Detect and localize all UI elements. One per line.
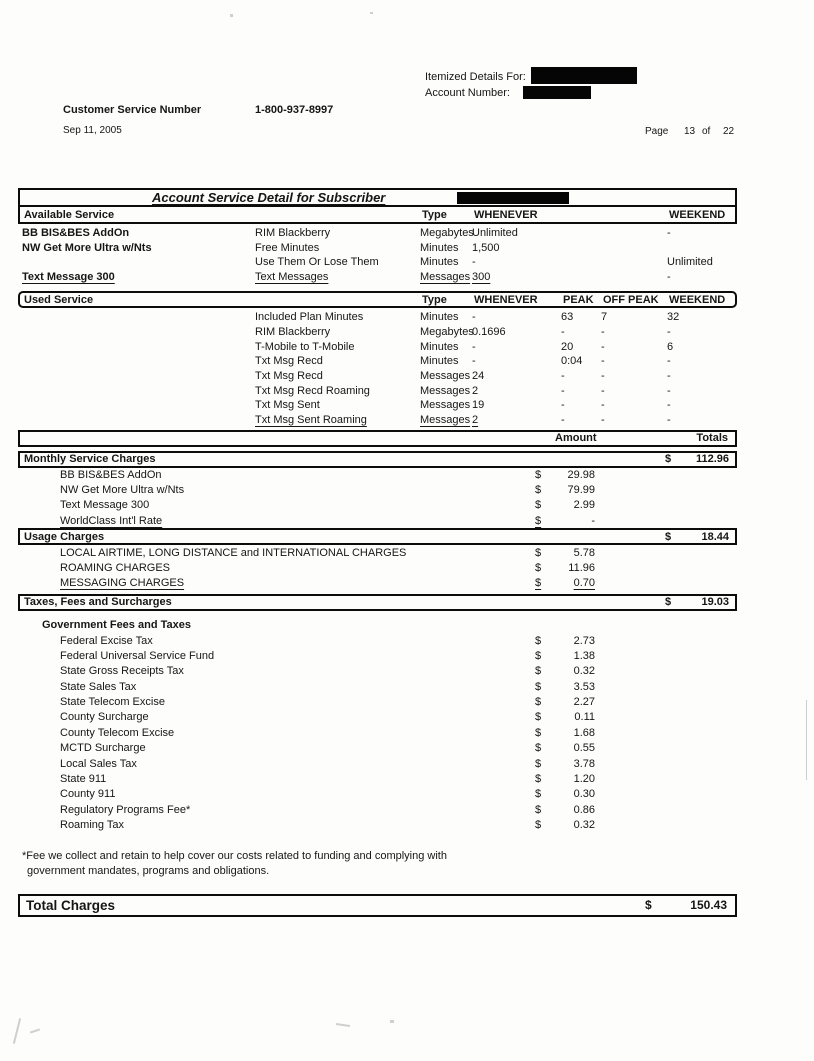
- currency-symbol: $: [535, 788, 542, 801]
- usage-type: Messages: [420, 384, 471, 397]
- usage-peak: -: [561, 414, 565, 427]
- usage-type: Megabytes: [420, 326, 474, 339]
- amount-totals-header-row: [18, 430, 737, 447]
- used-service-header: Used Service: [24, 293, 94, 306]
- usage-type: Minutes: [420, 340, 459, 353]
- tax-label: County 911: [60, 788, 116, 801]
- whenever-column-header: WHENEVER: [474, 208, 538, 221]
- charge-label: Text Message 300: [60, 499, 150, 512]
- usage-offpeak: -: [601, 414, 605, 427]
- currency-symbol: $: [535, 711, 542, 724]
- usage-weekend: 32: [667, 311, 680, 324]
- monthly-service-items: [18, 468, 737, 529]
- scan-artifact: [13, 1018, 21, 1044]
- usage-whenever: -: [472, 355, 476, 368]
- usage-weekend: -: [667, 399, 671, 412]
- usage-charge-items: [18, 545, 737, 591]
- tax-label: Roaming Tax: [60, 819, 124, 832]
- tax-label: MCTD Surcharge: [60, 742, 146, 755]
- tax-items: [18, 633, 737, 833]
- usage-peak: -: [561, 326, 565, 339]
- usage-type: Messages: [420, 414, 471, 427]
- charge-item-row: [18, 513, 737, 528]
- tax-item-row: [18, 648, 737, 663]
- usage-offpeak: -: [601, 355, 605, 368]
- tax-item-row: [18, 725, 737, 740]
- service-whenever: -: [472, 256, 476, 269]
- charge-label: LOCAL AIRTIME, LONG DISTANCE and INTERNATIONAL CHARGES: [60, 546, 407, 559]
- available-row: [18, 255, 737, 270]
- charge-item-row: [18, 468, 737, 483]
- amount-column-header: Amount: [555, 432, 597, 444]
- charge-amount: 29.98: [567, 469, 595, 482]
- currency-symbol: $: [665, 453, 672, 465]
- total-charges-row: [18, 894, 737, 917]
- redaction-box-subscriber: [457, 192, 569, 204]
- tax-amount: 2.73: [573, 634, 595, 647]
- available-row: [18, 241, 737, 256]
- charge-amount: -: [591, 514, 595, 527]
- usage-description: Included Plan Minutes: [255, 311, 364, 324]
- service-type: Megabytes: [420, 227, 474, 240]
- usage-whenever: 19: [472, 399, 485, 412]
- tax-label: State Telecom Excise: [60, 696, 165, 709]
- currency-symbol: $: [535, 819, 542, 832]
- tax-amount: 1.38: [573, 649, 595, 662]
- usage-charges-header: [18, 528, 737, 545]
- government-fees-subheader: Government Fees and Taxes: [42, 618, 191, 631]
- tax-amount: 1.20: [573, 773, 595, 786]
- service-whenever: Unlimited: [472, 227, 518, 240]
- usage-weekend: -: [667, 414, 671, 427]
- page-current: 13: [684, 126, 696, 137]
- available-row: [18, 270, 737, 285]
- tax-item-row: [18, 679, 737, 694]
- scan-artifact: [30, 1029, 40, 1034]
- footnote: [18, 849, 737, 879]
- tax-label: State Gross Receipts Tax: [60, 665, 184, 678]
- tax-label: State 911: [60, 773, 107, 786]
- used-row: [18, 354, 737, 369]
- currency-symbol: $: [535, 665, 542, 678]
- scan-artifact: [806, 700, 807, 780]
- weekend-column-header: WEEKEND: [669, 208, 726, 221]
- section-title: Usage Charges: [24, 530, 105, 543]
- usage-offpeak: -: [601, 384, 605, 397]
- available-service-header: Available Service: [24, 208, 115, 221]
- section-title: Taxes, Fees and Surcharges: [24, 596, 172, 609]
- charge-amount: 79.99: [567, 484, 595, 497]
- tax-item-row: [18, 633, 737, 648]
- service-type: Minutes: [420, 241, 459, 254]
- usage-type: Minutes: [420, 355, 459, 368]
- charge-item-row: [18, 560, 737, 575]
- footnote-line-2: government mandates, programs and obligations.: [27, 864, 270, 877]
- table-title-row: [18, 188, 737, 207]
- available-row: [18, 226, 737, 241]
- used-row: [18, 369, 737, 384]
- currency-symbol: $: [535, 773, 542, 786]
- currency-symbol: $: [535, 696, 542, 709]
- tax-label: Regulatory Programs Fee*: [60, 803, 191, 816]
- type-column-header: Type: [422, 208, 447, 221]
- scan-artifact: [390, 1020, 394, 1023]
- charge-item-row: [18, 576, 737, 591]
- tax-item-row: [18, 818, 737, 833]
- tax-item-row: [18, 771, 737, 786]
- usage-type: Messages: [420, 399, 471, 412]
- service-whenever: 1,500: [472, 241, 500, 254]
- total-charges-label: Total Charges: [26, 897, 116, 913]
- currency-symbol: $: [535, 469, 542, 482]
- weekend-column-header: WEEKEND: [669, 293, 726, 306]
- account-service-detail-table: [18, 188, 737, 917]
- usage-weekend: -: [667, 370, 671, 383]
- currency-symbol: $: [665, 596, 672, 609]
- redaction-box-account: [523, 86, 591, 99]
- currency-symbol: $: [535, 499, 542, 512]
- service-type: Minutes: [420, 256, 459, 269]
- usage-description: Txt Msg Recd: [255, 355, 323, 368]
- available-service-header-row: [18, 207, 737, 224]
- tax-amount: 0.32: [573, 665, 595, 678]
- usage-offpeak: -: [601, 340, 605, 353]
- tax-label: State Sales Tax: [60, 680, 137, 693]
- tax-item-row: [18, 710, 737, 725]
- scan-artifact: [230, 14, 233, 17]
- tax-label: Federal Excise Tax: [60, 634, 153, 647]
- currency-symbol: $: [535, 757, 542, 770]
- used-row: [18, 398, 737, 413]
- used-row: [18, 325, 737, 340]
- whenever-column-header: WHENEVER: [474, 293, 538, 306]
- usage-weekend: -: [667, 355, 671, 368]
- tax-amount: 3.78: [573, 757, 595, 770]
- usage-description: Txt Msg Recd: [255, 370, 323, 383]
- footnote-line-1: *Fee we collect and retain to help cover our costs related to funding and complying with: [22, 849, 447, 862]
- usage-weekend: -: [667, 326, 671, 339]
- currency-symbol: $: [535, 634, 542, 647]
- available-service-rows: [18, 224, 737, 287]
- total-charges-amount: 150.43: [690, 898, 727, 913]
- tax-label: County Telecom Excise: [60, 726, 175, 739]
- currency-symbol: $: [645, 898, 652, 913]
- totals-column-header: Totals: [696, 432, 728, 444]
- usage-peak: -: [561, 370, 565, 383]
- currency-symbol: $: [535, 803, 542, 816]
- currency-symbol: $: [535, 577, 542, 590]
- tax-item-row: [18, 756, 737, 771]
- redaction-box-itemized: [531, 67, 637, 84]
- usage-whenever: -: [472, 340, 476, 353]
- tax-amount: 0.55: [573, 742, 595, 755]
- charge-label: ROAMING CHARGES: [60, 562, 171, 575]
- usage-peak: 20: [561, 340, 574, 353]
- charge-amount: 11.96: [568, 562, 595, 575]
- usage-whenever: 0.1696: [472, 326, 506, 339]
- tax-amount: 3.53: [573, 680, 595, 693]
- service-description: Use Them Or Lose Them: [255, 256, 379, 269]
- section-total: 112.96: [695, 453, 729, 465]
- used-row: [18, 339, 737, 354]
- account-number-label: Account Number:: [425, 87, 510, 99]
- section-total: 19.03: [701, 596, 729, 609]
- tax-item-row: [18, 694, 737, 709]
- charge-label: BB BIS&BES AddOn: [60, 469, 162, 482]
- charge-item-row: [18, 483, 737, 498]
- charge-label: WorldClass Int'l Rate: [60, 514, 163, 527]
- charge-amount: 5.78: [573, 546, 595, 559]
- currency-symbol: $: [535, 742, 542, 755]
- statement-date: Sep 11, 2005: [63, 125, 122, 136]
- type-column-header: Type: [422, 293, 447, 306]
- currency-symbol: $: [535, 726, 542, 739]
- tax-item-row: [18, 664, 737, 679]
- service-name: Text Message 300: [22, 270, 115, 283]
- scan-artifact: [336, 1023, 350, 1027]
- usage-offpeak: -: [601, 370, 605, 383]
- service-name: BB BIS&BES AddOn: [22, 227, 130, 240]
- service-weekend: -: [667, 227, 671, 240]
- usage-type: Messages: [420, 370, 471, 383]
- usage-weekend: -: [667, 384, 671, 397]
- service-weekend: Unlimited: [667, 256, 713, 269]
- usage-whenever: 24: [472, 370, 485, 383]
- tax-amount: 0.30: [573, 788, 595, 801]
- tax-amount: 1.68: [573, 726, 595, 739]
- currency-symbol: $: [535, 680, 542, 693]
- usage-peak: -: [561, 399, 565, 412]
- page-of-label: of: [702, 126, 711, 137]
- tax-amount: 0.11: [574, 711, 595, 724]
- usage-type: Minutes: [420, 311, 459, 324]
- service-description: RIM Blackberry: [255, 227, 331, 240]
- tax-label: Local Sales Tax: [60, 757, 137, 770]
- peak-column-header: PEAK: [563, 293, 594, 306]
- tax-amount: 0.86: [573, 803, 595, 816]
- used-service-header-row: [18, 291, 737, 308]
- usage-offpeak: -: [601, 326, 605, 339]
- charge-label: NW Get More Ultra w/Nts: [60, 484, 185, 497]
- tax-label: Federal Universal Service Fund: [60, 649, 215, 662]
- usage-description: Txt Msg Sent: [255, 399, 320, 412]
- service-weekend: -: [667, 270, 671, 283]
- tax-item-row: [18, 741, 737, 756]
- monthly-service-charges-header: [18, 451, 737, 468]
- charge-amount: 0.70: [573, 577, 595, 590]
- tax-amount: 0.32: [573, 819, 595, 832]
- section-title: Monthly Service Charges: [24, 453, 156, 465]
- page-label: Page: [645, 126, 669, 137]
- tax-amount: 2.27: [573, 696, 595, 709]
- used-row: [18, 310, 737, 325]
- charge-item-row: [18, 498, 737, 513]
- currency-symbol: $: [535, 546, 542, 559]
- itemized-details-label: Itemized Details For:: [425, 71, 526, 83]
- service-description: Text Messages: [255, 270, 329, 283]
- taxes-fees-surcharges-header: [18, 594, 737, 611]
- currency-symbol: $: [535, 514, 542, 527]
- usage-peak: -: [561, 384, 565, 397]
- charge-amount: 2.99: [573, 499, 595, 512]
- offpeak-column-header: OFF PEAK: [603, 293, 659, 306]
- service-name: NW Get More Ultra w/Nts: [22, 241, 152, 254]
- used-row: [18, 383, 737, 398]
- customer-service-number: 1-800-937-8997: [255, 104, 334, 116]
- usage-whenever: 2: [472, 414, 479, 427]
- tax-item-row: [18, 802, 737, 817]
- tax-item-row: [18, 787, 737, 802]
- usage-peak: 63: [561, 311, 574, 324]
- used-service-rows: [18, 310, 737, 428]
- charge-item-row: [18, 545, 737, 560]
- page-total: 22: [723, 126, 735, 137]
- currency-symbol: $: [665, 530, 672, 543]
- currency-symbol: $: [535, 484, 542, 497]
- used-row: [18, 413, 737, 428]
- usage-whenever: -: [472, 311, 476, 324]
- currency-symbol: $: [535, 562, 542, 575]
- table-title: Account Service Detail for Subscriber: [152, 190, 386, 205]
- usage-peak: 0:04: [561, 355, 583, 368]
- usage-weekend: 6: [667, 340, 674, 353]
- usage-offpeak: -: [601, 399, 605, 412]
- section-total: 18.44: [701, 530, 729, 543]
- currency-symbol: $: [535, 649, 542, 662]
- usage-description: RIM Blackberry: [255, 326, 331, 339]
- service-whenever: 300: [472, 270, 491, 283]
- customer-service-label: Customer Service Number: [63, 104, 202, 116]
- usage-description: T-Mobile to T-Mobile: [255, 340, 355, 353]
- usage-description: Txt Msg Recd Roaming: [255, 384, 370, 397]
- tax-label: County Surcharge: [60, 711, 149, 724]
- usage-offpeak: 7: [601, 311, 608, 324]
- service-description: Free Minutes: [255, 241, 320, 254]
- service-type: Messages: [420, 270, 471, 283]
- usage-description: Txt Msg Sent Roaming: [255, 414, 367, 427]
- scan-artifact: [370, 12, 373, 14]
- charge-label: MESSAGING CHARGES: [60, 577, 185, 590]
- usage-whenever: 2: [472, 384, 479, 397]
